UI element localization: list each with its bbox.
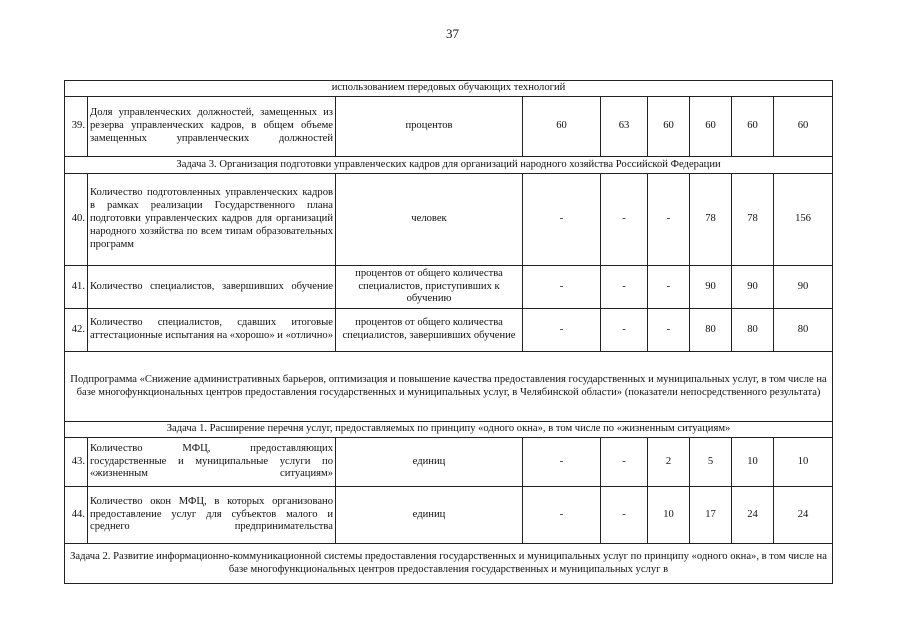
value-cell: 80 [690, 309, 732, 352]
table-row [65, 438, 833, 487]
value-cell: 90 [774, 266, 833, 309]
unit-cell: единиц [336, 487, 523, 544]
value-cell: 78 [690, 174, 732, 266]
section-row [65, 81, 833, 97]
table-row [65, 487, 833, 544]
value-cell: - [523, 174, 601, 266]
section-row [65, 544, 833, 584]
value-cell: 24 [774, 487, 833, 544]
unit-cell: процентов [336, 97, 523, 157]
table-row [65, 97, 833, 157]
value-cell: 10 [774, 438, 833, 487]
value-cell: - [523, 438, 601, 487]
table-row [65, 174, 833, 266]
value-cell: 80 [774, 309, 833, 352]
indicator-name: Количество специалистов, завершивших обучение [88, 266, 336, 309]
row-number: 39. [65, 97, 88, 157]
section-row [65, 422, 833, 438]
value-cell: 10 [732, 438, 774, 487]
unit-cell: единиц [336, 438, 523, 487]
row-number: 41. [65, 266, 88, 309]
value-cell: - [648, 174, 690, 266]
value-cell: 17 [690, 487, 732, 544]
value-cell: 60 [732, 97, 774, 157]
table-row [65, 266, 833, 309]
value-cell: - [648, 266, 690, 309]
indicator-name: Количество окон МФЦ, в которых организовано предоставление услуг для субъектов малого и среднего предпринимательства [88, 487, 336, 544]
row-number: 44. [65, 487, 88, 544]
row-number: 40. [65, 174, 88, 266]
value-cell: - [601, 487, 648, 544]
value-cell: 60 [774, 97, 833, 157]
value-cell: 63 [601, 97, 648, 157]
unit-cell: человек [336, 174, 523, 266]
indicators-table [64, 80, 833, 584]
value-cell: - [601, 266, 648, 309]
indicator-name: Количество МФЦ, предоставляющих государственные и муниципальные услуги по «жизненным ситуациям» [88, 438, 336, 487]
value-cell: - [523, 266, 601, 309]
value-cell: 24 [732, 487, 774, 544]
value-cell: - [523, 487, 601, 544]
unit-cell: процентов от общего количества специалистов, завершивших обучение [336, 309, 523, 352]
row-number: 42. [65, 309, 88, 352]
value-cell: - [648, 309, 690, 352]
value-cell: - [601, 174, 648, 266]
section-heading: Задача 3. Организация подготовки управленческих кадров для организаций народного хозяйства Российской Федерации [65, 157, 833, 174]
value-cell: - [601, 438, 648, 487]
section-heading: Задача 1. Расширение перечня услуг, предоставляемых по принципу «одного окна», в том числе по «жизненным ситуациям» [65, 422, 833, 438]
value-cell: 90 [732, 266, 774, 309]
value-cell: - [601, 309, 648, 352]
section-heading: использованием передовых обучающих технологий [65, 81, 833, 97]
value-cell: 2 [648, 438, 690, 487]
value-cell: 156 [774, 174, 833, 266]
table-row [65, 309, 833, 352]
section-heading: Задача 2. Развитие информационно-коммуникационной системы предоставления государственных и муниципальных услуг по принципу «одного окна», в том числе на базе многофункциональных центров предоставления государственных и муниципальных услуг в [65, 544, 833, 584]
section-row [65, 157, 833, 174]
page-number: 37 [446, 26, 459, 41]
section-heading: Подпрограмма «Снижение административных барьеров, оптимизация и повышение качества предоставления государственных и муниципальных услуг, в том числе на базе многофункциональных центров предоставления государственных и муниципальных услуг, в Челябинской области» (показатели непосредственного результата) [65, 352, 833, 422]
value-cell: 60 [690, 97, 732, 157]
row-number: 43. [65, 438, 88, 487]
value-cell: 78 [732, 174, 774, 266]
section-row [65, 352, 833, 422]
indicator-name: Доля управленческих должностей, замещенных из резерва управленческих кадров, в общем объеме замещенных управленческих должностей [88, 97, 336, 157]
indicator-name: Количество подготовленных управленческих кадров в рамках реализации Государственного плана подготовки управленческих кадров для организаций народного хозяйства по всем типам образовательных программ [88, 174, 336, 266]
value-cell: 60 [648, 97, 690, 157]
value-cell: 60 [523, 97, 601, 157]
unit-cell: процентов от общего количества специалистов, приступивших к обучению [336, 266, 523, 309]
value-cell: 90 [690, 266, 732, 309]
indicator-name: Количество специалистов, сдавших итоговые аттестационные испытания на «хорошо» и «отлично» [88, 309, 336, 352]
value-cell: 5 [690, 438, 732, 487]
value-cell: - [523, 309, 601, 352]
value-cell: 80 [732, 309, 774, 352]
value-cell: 10 [648, 487, 690, 544]
